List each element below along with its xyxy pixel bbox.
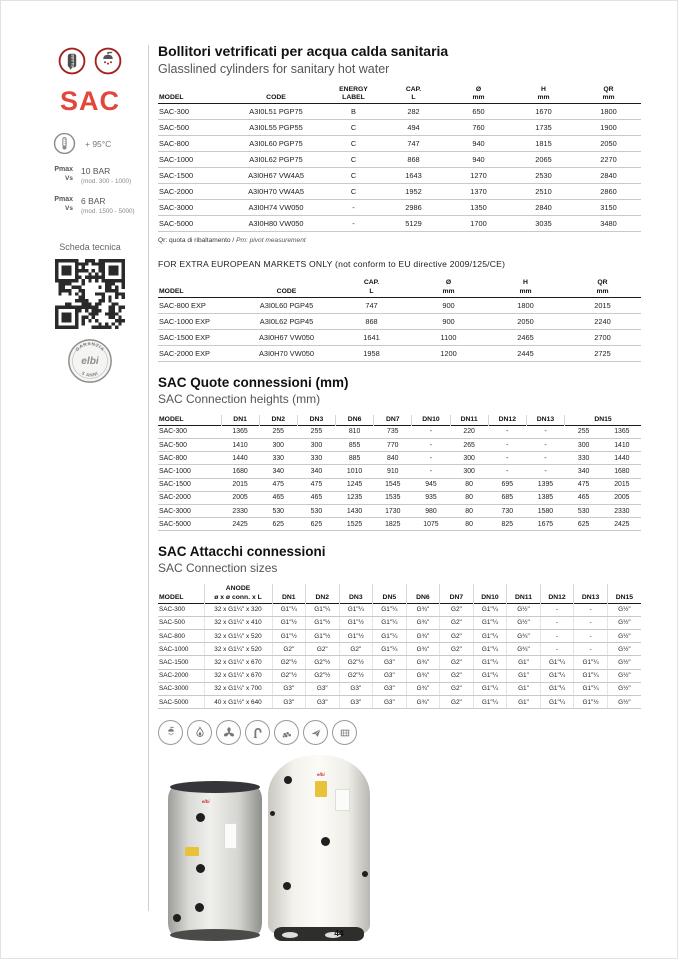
cylinder-photo-small: elbi: [168, 781, 262, 941]
table-row: SAC-1000 1680 340 340 1010 910 - 300 - - 340 1680: [158, 465, 641, 478]
column-header: MODEL: [159, 287, 184, 295]
connection-heights-table: [158, 415, 641, 532]
column-header: DN13: [526, 415, 564, 426]
table-row: SAC-5000 A3I0H80 VW050 - 5129 1700 3035 3480: [158, 216, 641, 232]
glass-label: GLASS: [70, 54, 75, 67]
heights-section-title-en: SAC Connection heights (mm): [158, 391, 321, 406]
pressure-spec-value: 10 BAR (mod. 300 - 1000): [81, 166, 132, 185]
table-row: SAC-3000 32 x G1¼" x 700 G3" G3" G3" G3" G¾" G2" G1"¼ G1" G1"¼ G1"¼ G½": [158, 682, 641, 695]
column-header: DN7: [440, 584, 474, 603]
column-header: CODE: [266, 94, 286, 102]
table-row: SAC-5000 40 x G1½" x 640 G3" G3" G3" G3" G¾" G2" G1"¼ G1" G1"¼ G1"½ G½": [158, 696, 641, 709]
table-row: SAC-2000 EXP A3I0H70 VW050 1958 1200 2445 2725: [158, 345, 641, 361]
column-header: DN11: [507, 584, 541, 603]
column-header: ANODE ø x ø conn. x L: [204, 584, 272, 603]
connection-sizes-table: [158, 584, 641, 709]
column-header: DN2: [306, 584, 340, 603]
column-header: DN6: [336, 415, 374, 426]
export-spec-table: [158, 278, 641, 361]
page-title-it: Bollitori vetrificati per acqua calda sanitaria: [158, 43, 449, 59]
column-header: CAP. L: [405, 86, 422, 102]
column-header: DN12: [488, 415, 526, 426]
table-row: SAC-3000 2330 530 530 1430 1730 980 80 730 1580 530 2330: [158, 505, 641, 518]
coil-pipe-icon: [245, 720, 270, 745]
table-row: SAC-3000 A3I0H74 VW050 - 2986 1350 2840 3150: [158, 200, 641, 216]
qr-code: [39, 259, 141, 329]
column-header: DN10: [473, 584, 507, 603]
table-footnote: Qr: quota di ribaltamento / Pm: pivot measurement: [158, 237, 306, 245]
table-row: SAC-1000 32 x G1¼" x 520 G2" G2" G2" G1"¼ G¾" G2" G1"¼ G¾" - - G½": [158, 643, 641, 656]
sidebar: [39, 47, 141, 384]
column-header: QR mm: [596, 279, 609, 295]
table-row: SAC-300 A3I0L51 PGP75 B 282 650 1670 1800: [158, 104, 641, 120]
pressure-spec-value: 6 BAR (mod. 1500 - 5000): [81, 196, 135, 216]
plane-arrow-icon: [303, 720, 328, 745]
table-row: SAC-1500 A3I0H67 VW4A5 C 1643 1270 2530 2840: [158, 168, 641, 184]
sizes-section-title-en: SAC Connection sizes: [158, 561, 278, 576]
column-header: DN6: [406, 584, 440, 603]
column-header: DN11: [450, 415, 488, 426]
table-row: SAC-1500 32 x G1¼" x 670 G2"½ G2"½ G2"½ G3" G¾" G2" G1"¼ G1" G1"¼ G1"¼ G½": [158, 656, 641, 669]
table-row: SAC-300 32 x G1¼" x 320 G1"¼ G1"¼ G1"¼ G1"¼ G¾" G2" G1"¼ G½" - - G½": [158, 603, 641, 616]
pressure-spec-1: [39, 166, 141, 185]
column-header: Ø mm: [442, 279, 455, 295]
column-header: QR mm: [602, 86, 615, 102]
stamp-bottom-text: 5 ANNI: [80, 370, 100, 378]
fan-icon: [216, 720, 241, 745]
pellets-icon: [274, 720, 299, 745]
column-header: DN15: [607, 584, 641, 603]
shower-icon: [158, 720, 183, 745]
pressure-spec-label: Pmax Vs: [54, 196, 73, 213]
table-row: SAC-5000 2425 625 625 1525 1825 1075 80 825 1675 625 2425: [158, 518, 641, 531]
column-header: MODEL: [159, 94, 184, 102]
column-header: CODE: [276, 287, 297, 295]
column-header: DN15: [565, 415, 641, 426]
column-header: DN5: [373, 584, 407, 603]
table-row: SAC-300 1365 255 255 810 735 - 220 - - 255 1365: [158, 425, 641, 438]
column-header: H mm: [519, 279, 532, 295]
sizes-section-title-it: SAC Attacchi connessioni: [158, 544, 326, 560]
column-header: DN12: [540, 584, 574, 603]
main-spec-table: [158, 85, 641, 232]
compatibility-icon-row: [158, 720, 641, 745]
thermometer-icon: [53, 132, 76, 155]
page-number: 44: [334, 928, 344, 938]
glasslined-badge-icon: [58, 47, 86, 75]
sanitary-water-badge-icon: [94, 47, 122, 75]
product-family-name: SAC: [59, 86, 120, 116]
table-row: SAC-1500 EXP A3I0H67 VW050 1641 1100 2465 2700: [158, 329, 641, 345]
datasheet-label: Scheda tecnica: [59, 241, 121, 252]
column-header: H mm: [537, 86, 550, 102]
table-row: SAC-500 32 x G1¼" x 410 G1"½ G1"½ G1"½ G1"¼ G¾" G2" G1"¼ G½" - - G½": [158, 616, 641, 629]
column-header: DN13: [574, 584, 608, 603]
table-row: SAC-800 EXP A3I0L60 PGP45 747 900 1800 2015: [158, 297, 641, 313]
column-header: ENERGY LABEL: [339, 86, 368, 102]
max-temp-value: + 95°C: [85, 138, 112, 149]
column-header: MODEL: [159, 593, 184, 601]
table-row: SAC-800 32 x G1¼" x 520 G1"½ G1"½ G1"½ G1"¼ G¾" G2" G1"¼ G¾" - - G½": [158, 630, 641, 643]
table-row: SAC-500 A3I0L55 PGP55 C 494 760 1735 1900: [158, 120, 641, 136]
certification-badges: [39, 47, 141, 75]
table-row: SAC-1000 A3I0L62 PGP75 C 868 940 2065 2270: [158, 152, 641, 168]
cylinder-photo-large: elbi: [268, 755, 370, 941]
table-row: SAC-800 1440 330 330 885 840 - 300 - - 330 1440: [158, 452, 641, 465]
flame-icon: [187, 720, 212, 745]
max-temp-spec: [39, 132, 141, 155]
column-header: DN3: [297, 415, 335, 426]
column-header: DN3: [339, 584, 373, 603]
product-photos: [158, 753, 641, 949]
warranty-stamp: [39, 338, 141, 384]
stamp-logo-text: elbi: [81, 356, 99, 368]
table-row: SAC-800 A3I0L60 PGP75 C 747 940 1815 2050: [158, 136, 641, 152]
sidebar-divider: [148, 45, 149, 911]
pressure-spec-2: [39, 196, 141, 215]
column-header: DN2: [259, 415, 297, 426]
table-row: SAC-2000 2005 465 465 1235 1535 935 80 685 1385 465 2005: [158, 491, 641, 504]
table-row: SAC-2000 A3I0H70 VW4A5 C 1952 1370 2510 2860: [158, 184, 641, 200]
page-title-en: Glasslined cylinders for sanitary hot water: [158, 62, 390, 77]
column-header: DN1: [272, 584, 306, 603]
column-header: MODEL: [159, 415, 184, 423]
pressure-spec-label: Pmax Vs: [54, 166, 73, 182]
column-header: DN10: [412, 415, 450, 426]
table-row: SAC-2000 32 x G1¼" x 670 G2"½ G2"½ G2"½ G3" G¾" G2" G1"¼ G1" G1"¼ G1"¼ G½": [158, 669, 641, 682]
main-content: [158, 43, 641, 949]
table-row: SAC-1500 2015 475 475 1245 1545 945 80 695 1395 475 2015: [158, 478, 641, 491]
solar-panel-icon: [332, 720, 357, 745]
export-section-title: FOR EXTRA EUROPEAN MARKETS ONLY (not conform to EU directive 2009/125/CE): [158, 259, 506, 270]
stamp-top-text: GARANZIA: [74, 341, 106, 353]
table-row: SAC-1000 EXP A3I0L62 PGP45 868 900 2050 2240: [158, 313, 641, 329]
column-header: DN7: [374, 415, 412, 426]
column-header: Ø mm: [472, 86, 485, 102]
column-header: DN1: [221, 415, 259, 426]
heights-section-title-it: SAC Quote connessioni (mm): [158, 374, 349, 390]
column-header: CAP. L: [363, 279, 380, 295]
table-row: SAC-500 1410 300 300 855 770 - 265 - - 300 1410: [158, 439, 641, 452]
